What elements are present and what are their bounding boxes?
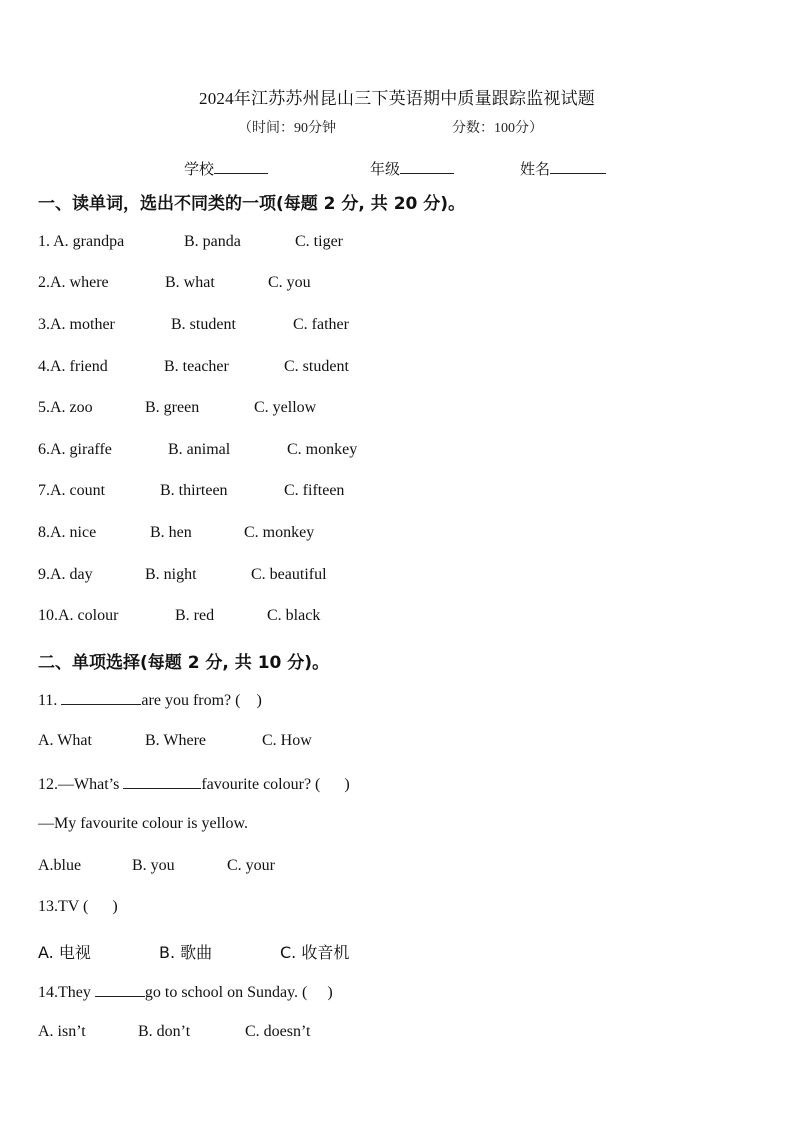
option-b: B. red xyxy=(175,607,215,624)
option-c: C. tiger xyxy=(295,233,343,250)
option-a: 7.A. count xyxy=(38,482,106,499)
question-stem xyxy=(38,690,262,710)
option-a: 2.A. where xyxy=(38,274,109,291)
option-c: C. 收音机 xyxy=(280,943,350,962)
q14-prefix: 14.They xyxy=(38,984,95,1001)
option-b: B. you xyxy=(132,857,175,874)
page-title: 2024年江苏苏州昆山三下英语期中质量跟踪监视试题 xyxy=(199,89,595,108)
dialogue-answer: —My favourite colour is yellow. xyxy=(38,815,249,832)
option-a: 8.A. nice xyxy=(38,524,97,541)
option-a: 5.A. zoo xyxy=(38,399,93,416)
school-label: 学校 xyxy=(184,162,215,178)
q11-suffix: are you from? ( ) xyxy=(141,692,262,709)
option-a: 9.A. day xyxy=(38,566,93,583)
name-field xyxy=(520,158,606,179)
option-b: B. teacher xyxy=(164,358,229,375)
school-blank[interactable] xyxy=(214,159,268,174)
grade-blank[interactable] xyxy=(400,159,454,174)
option-b: B. night xyxy=(145,566,197,583)
option-c: C. black xyxy=(267,607,321,624)
q11-blank[interactable] xyxy=(61,690,141,705)
time-limit: （时间：90分钟 xyxy=(238,121,336,136)
option-c: C. beautiful xyxy=(251,566,327,583)
question-stem: 13.TV ( ) xyxy=(38,898,118,915)
name-blank[interactable] xyxy=(550,159,606,174)
option-b: B. animal xyxy=(168,441,231,458)
question-stem xyxy=(38,982,333,1002)
section1-heading: 一、读单词，选出不同类的一项(每题 2 分, 共 20 分)。 xyxy=(38,194,466,214)
option-c: C. father xyxy=(293,316,349,333)
option-b: B. student xyxy=(171,316,236,333)
option-a: 6.A. giraffe xyxy=(38,441,112,458)
option-c: C. doesn’t xyxy=(245,1023,311,1040)
option-b: B. 歌曲 xyxy=(159,943,213,962)
option-a: 1. A. grandpa xyxy=(38,233,125,250)
question-stem xyxy=(38,774,350,794)
option-c: C. yellow xyxy=(254,399,317,416)
option-a: A. isn’t xyxy=(38,1023,86,1040)
option-c: C. student xyxy=(284,358,349,375)
option-b: B. Where xyxy=(145,732,207,749)
option-c: C. How xyxy=(262,732,312,749)
total-score: 分数：100分） xyxy=(452,121,543,136)
option-a: A. 电视 xyxy=(38,943,91,962)
option-a: A.blue xyxy=(38,857,82,874)
q14-blank[interactable] xyxy=(95,982,145,997)
option-c: C. your xyxy=(227,857,275,874)
option-c: C. fifteen xyxy=(284,482,345,499)
section2-heading: 二、单项选择(每题 2 分, 共 10 分)。 xyxy=(38,653,330,673)
option-b: B. don’t xyxy=(138,1023,191,1040)
option-b: B. panda xyxy=(184,233,241,250)
option-a: 4.A. friend xyxy=(38,358,108,375)
q12-prefix: 12.—What’s xyxy=(38,776,124,793)
option-a: A. What xyxy=(38,732,92,749)
option-c: C. monkey xyxy=(244,524,315,541)
grade-label: 年级 xyxy=(370,162,401,178)
option-b: B. what xyxy=(165,274,215,291)
name-label: 姓名 xyxy=(520,162,551,178)
option-c: C. you xyxy=(268,274,311,291)
grade-field xyxy=(370,158,454,179)
q12-blank[interactable] xyxy=(123,774,201,789)
option-b: B. green xyxy=(145,399,200,416)
option-a: 10.A. colour xyxy=(38,607,119,624)
option-c: C. monkey xyxy=(287,441,358,458)
option-a: 3.A. mother xyxy=(38,316,115,333)
option-b: B. thirteen xyxy=(160,482,228,499)
school-field xyxy=(184,158,268,179)
q11-prefix: 11. xyxy=(38,692,62,709)
option-b: B. hen xyxy=(150,524,192,541)
q14-suffix: go to school on Sunday. ( ) xyxy=(144,984,333,1001)
q12-suffix: favourite colour? ( ) xyxy=(201,776,350,793)
